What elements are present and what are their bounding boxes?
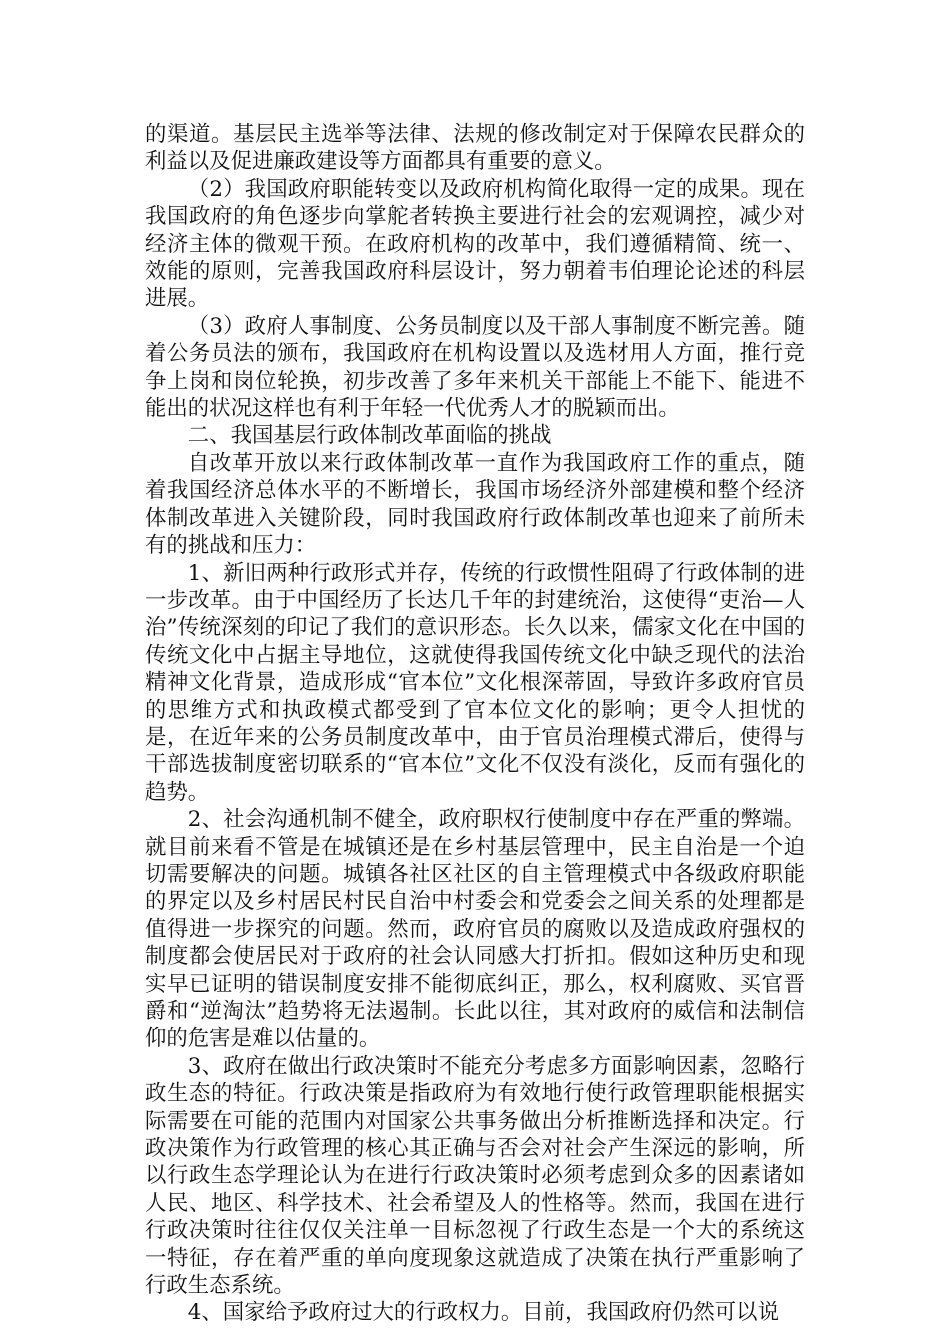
paragraph-challenge-1: 1、新旧两种行政形式并存，传统的行政惯性阻碍了行政体制的进一步改革。由于中国经历了长达几千年的封建统治，这使得“吏治—人治”传统深刻的印记了我们的意识形态。长久以来，儒家文化在中国的传统文化中占据主导地位，这就使得我国传统文化中缺乏现代的法治精神文化背景，造成形成“官本位”文化根深蒂固，导致许多政府官员的思维方式和执政模式都受到了官本位文化的影响；更令人担忧的是，在近年来的公务员制度改革中，由于官员治理模式滞后，使得与干部选拔制度密切联系的“官本位”文化不仅没有淡化，反而有强化的趋势。	[145, 560, 805, 805]
paragraph-continuation: 的渠道。基层民主选举等法律、法规的修改制定对于保障农民群众的利益以及促进廉政建设等方面都具有重要的意义。	[145, 122, 805, 175]
paragraph-intro: 自改革开放以来行政体制改革一直作为我国政府工作的重点，随着我国经济总体水平的不断增长，我国市场经济外部建模和整个经济体制改革进入关键阶段，同时我国政府行政体制改革也迎来了前所未有的挑战和压力：	[145, 450, 805, 559]
paragraph-challenge-4: 4、国家给予政府过大的行政权力。目前，我国政府仍然可以说	[187, 1300, 779, 1326]
paragraph-challenge-3: 3、政府在做出行政决策时不能充分考虑多方面影响因素，忽略行政生态的特征。行政决策是指政府为有效地行使行政管理职能根据实际需要在可能的范围内对国家公共事务做出分析推断选择和决定。行政决策作为行政管理的核心其正确与否会对社会产生深远的影响，所以行政生态学理论认为在进行行政决策时必须考虑到众多的因素诸如人民、地区、科学技术、社会希望及人的性格等。然而，我国在进行行政决策时往往仅仅关注单一目标忽视了行政生态是一个大的系统这一特征，存在着严重的单向度现象这就造成了决策在执行严重影响了行政生态系统。	[145, 1053, 805, 1299]
paragraph-item-2: （2）我国政府职能转变以及政府机构简化取得一定的成果。现在我国政府的角色逐步向掌舵者转换主要进行社会的宏观调控，减少对经济主体的微观干预。在政府机构的改革中，我们遵循精简、统一、效能的原则，完善我国政府科层设计，努力朝着韦伯理论论述的科层进展。	[145, 176, 805, 312]
paragraph-item-3: （3）政府人事制度、公务员制度以及干部人事制度不断完善。随着公务员法的颁布，我国政府在机构设置以及选材用人方面，推行竞争上岗和岗位轮换，初步改善了多年来机关干部能上不能下、能进不能出的状况这样也有利于年轻一代优秀人才的脱颖而出。	[145, 313, 805, 422]
paragraph-challenge-2: 2、社会沟通机制不健全，政府职权行使制度中存在严重的弊端。就目前来看不管是在城镇还是在乡村基层管理中，民主自治是一个迫切需要解决的问题。城镇各社区社区的自主管理模式中各级政府职能的界定以及乡村居民村民自治中村委会和党委会之间关系的处理都是值得进一步探究的问题。然而，政府官员的腐败以及造成政府强权的制度都会使居民对于政府的社会认同感大打折扣。假如这种历史和现实早已证明的错误制度安排不能彻底纠正，那么，权利腐败、买官晋爵和“逆淘汰”趋势将无法遏制。长此以往，其对政府的威信和法制信仰的危害是难以估量的。	[145, 807, 805, 1052]
section-heading: 二、我国基层行政体制改革面临的挑战	[187, 423, 552, 449]
document-body	[145, 121, 805, 1327]
